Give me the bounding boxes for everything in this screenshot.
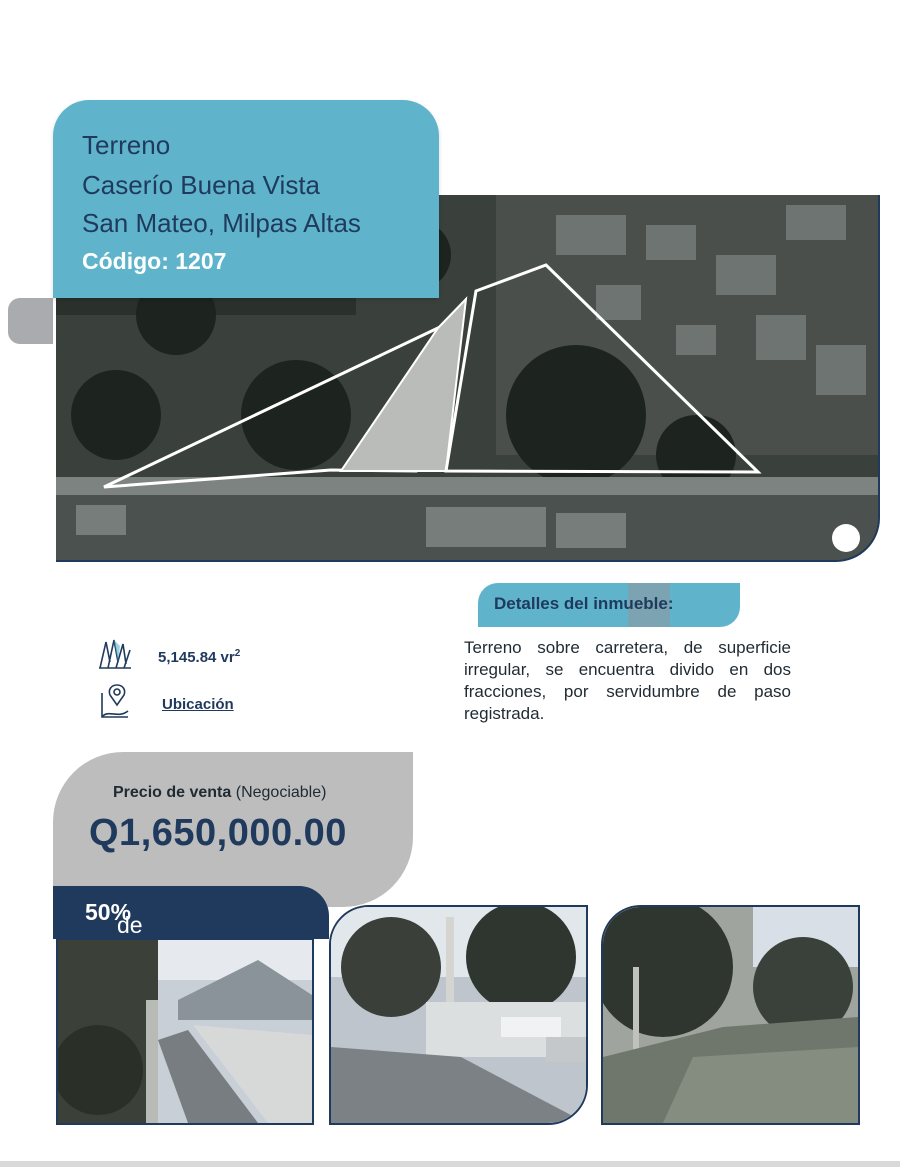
title-card: [53, 100, 439, 298]
decorative-side-tab: [8, 298, 53, 344]
street-view-photo-2: [329, 905, 588, 1125]
street-view-photo-1: [56, 938, 314, 1125]
property-type: Terreno: [82, 130, 171, 160]
price-box: [53, 752, 413, 907]
details-heading: Detalles del inmueble:: [494, 594, 674, 613]
property-code: Código: 1207: [82, 248, 227, 274]
down-payment-text: 50% de: [85, 899, 143, 938]
property-municipality: San Mateo, Milpas Altas: [82, 208, 361, 238]
bottom-divider: [0, 1161, 900, 1167]
street-view-photo-3: [601, 905, 860, 1125]
map-pin-icon: [98, 683, 134, 721]
price-label: Precio de venta (Negociable): [113, 784, 327, 801]
grass-icon: [98, 636, 132, 670]
property-village: Caserío Buena Vista: [82, 170, 320, 200]
price-value: Q1,650,000.00: [89, 812, 347, 854]
details-heading-pill: [478, 583, 740, 627]
area-measure: 5,145.84 $vr^2$: [158, 648, 241, 666]
property-description: Terreno sobre carretera, de superficie irregular, se encuentra divido en dos fracciones, por servidumbre de paso registrada.: [464, 638, 791, 723]
location-link[interactable]: Ubicación: [162, 696, 234, 713]
down-payment-banner: [53, 886, 329, 939]
